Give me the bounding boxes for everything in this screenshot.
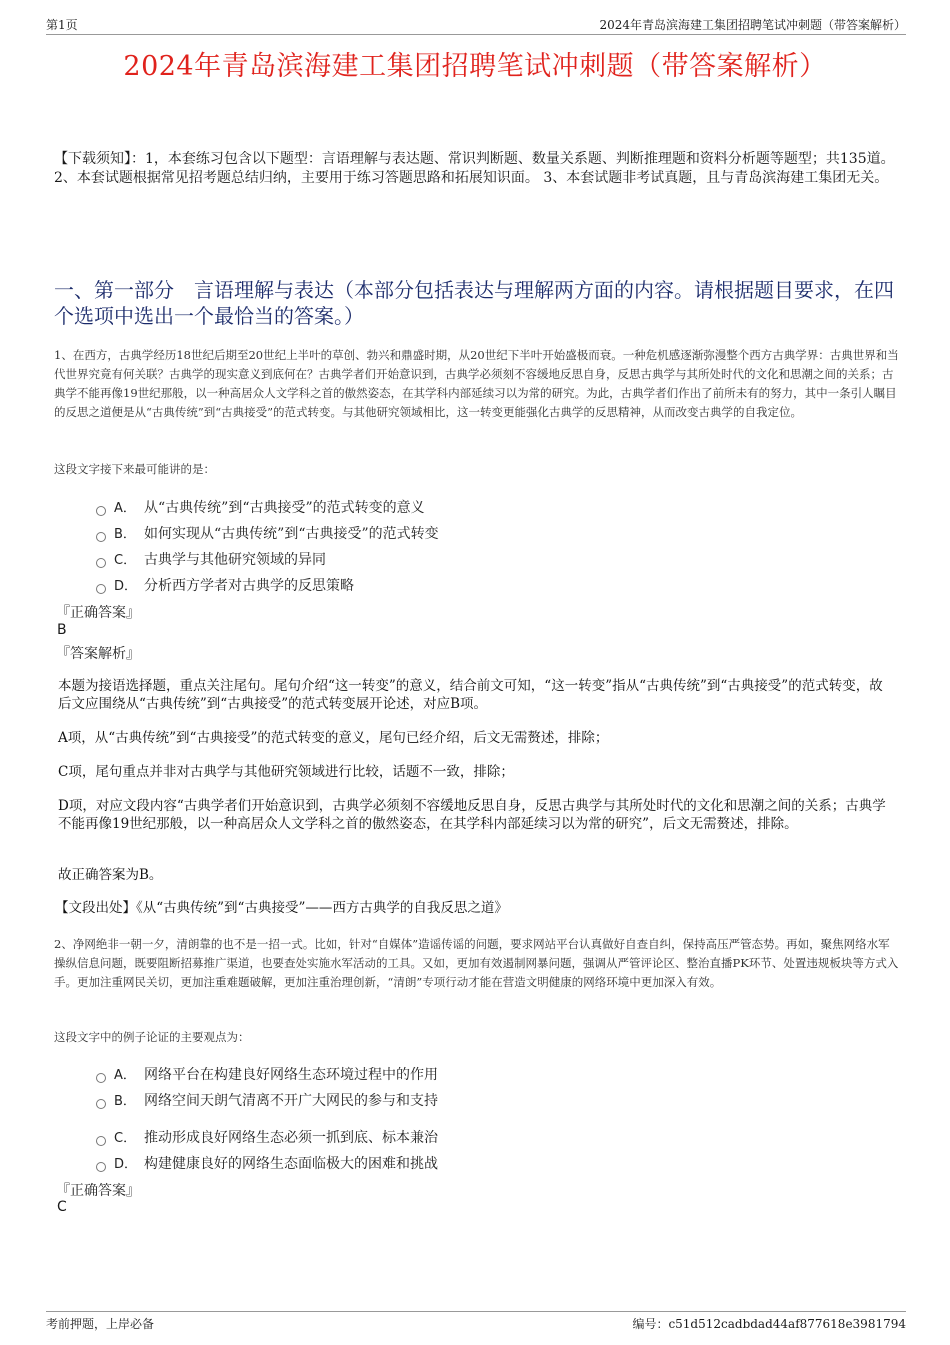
radio-icon[interactable]: [96, 532, 106, 542]
q1-analysis-d: D项，对应文段内容“古典学者们开始意识到，古典学必须刻不容缓地反思自身，反思古典学与其所处时代的文化和思潮之间的关系；古典学不能再像19世纪那般，以一种高居众人文学科之首的傲然姿态，在其学科内部延续习以为常的研究”，后文无需赘述，排除。: [58, 798, 886, 832]
q1-question: 这段文字接下来最可能讲的是：: [54, 462, 215, 476]
page-number: 第1页: [46, 18, 78, 32]
q1-option-d[interactable]: D． 分析西方学者对古典学的反思策略: [96, 575, 354, 595]
page-header: [46, 14, 906, 35]
q2-option-a[interactable]: A． 网络平台在构建良好网络生态环境过程中的作用: [96, 1064, 438, 1084]
q1-answer: B: [57, 622, 67, 638]
q1-stem: 1、在西方，古典学经历18世纪后期至20世纪上半叶的草创、勃兴和鼎盛时期，从20世纪下半叶开始盛极而衰。一种危机感逐渐弥漫整个西方古典学界：古典世界和当代世界究竟有何关联？古典学的现实意义到底何在？古典学者们开始意识到，古典学必须刻不容缓地反思自身，反思古典学与其所处时代的文化和思潮之间的关系；古典学不能再像19世纪那般，以一种高居众人文学科之首的傲然姿态，在其学科内部延续习以为常的研究。为此，古典学者们作出了前所未有的努力，其中一条引人瞩目的反思之道便是从“古典传统”到“古典接受”的范式转变。与其他研究领域相比，这一转变更能强化古典学的反思精神，从而改变古典学的自我定位。: [54, 348, 899, 419]
radio-icon[interactable]: [96, 584, 106, 594]
q1-analysis-c: C项，尾句重点并非对古典学与其他研究领域进行比较，话题不一致，排除；: [58, 764, 514, 780]
radio-icon[interactable]: [96, 558, 106, 568]
q2-option-b[interactable]: B． 网络空间天朗气清离不开广大网民的参与和支持: [96, 1090, 438, 1110]
radio-icon[interactable]: [96, 506, 106, 516]
q1-analysis-label: 『答案解析』: [56, 646, 140, 662]
radio-icon[interactable]: [96, 1073, 106, 1083]
q1-analysis-conclusion: 故正确答案为B。: [58, 867, 163, 883]
footer-slogan: 考前押题，上岸必备: [46, 1317, 155, 1331]
q1-answer-label: 『正确答案』: [56, 605, 140, 621]
page-title: 2024年青岛滨海建工集团招聘笔试冲刺题（带答案解析）: [123, 51, 827, 82]
q1-option-b[interactable]: B． 如何实现从“古典传统”到“古典接受”的范式转变: [96, 523, 439, 543]
section-heading: 一、第一部分 言语理解与表达（本部分包括表达与理解两方面的内容。请根据题目要求，在四个选项中选出一个最恰当的答案。）: [54, 278, 894, 328]
download-notice: 【下载须知】：1，本套练习包含以下题型：言语理解与表达题、常识判断题、数量关系题、判断推理题和资料分析题等题型；共135道。 2、本套试题根据常见招考题总结归纳，主要用于练习答题思路和拓展知识面。 3、本套试题非考试真题，且与青岛滨海建工集团无关。: [54, 151, 895, 186]
q2-option-c[interactable]: C． 推动形成良好网络生态必须一抓到底、标本兼治: [96, 1127, 438, 1147]
q1-source: 【文段出处】《从“古典传统”到“古典接受”——西方古典学的自我反思之道》: [55, 900, 508, 916]
q2-answer: C: [57, 1199, 67, 1215]
page-footer: [46, 1311, 906, 1331]
q1-analysis-a: A项，从“古典传统”到“古典接受”的范式转变的意义，尾句已经介绍，后文无需赘述，排除；: [58, 730, 609, 746]
header-doc-title: 2024年青岛滨海建工集团招聘笔试冲刺题（带答案解析）: [599, 18, 906, 32]
q1-option-c[interactable]: C． 古典学与其他研究领域的异同: [96, 549, 326, 569]
radio-icon[interactable]: [96, 1099, 106, 1109]
q2-question: 这段文字中的例子论证的主要观点为：: [54, 1030, 250, 1044]
q2-answer-label: 『正确答案』: [56, 1183, 140, 1199]
q1-option-a[interactable]: A． 从“古典传统”到“古典接受”的范式转变的意义: [96, 497, 425, 517]
radio-icon[interactable]: [96, 1162, 106, 1172]
radio-icon[interactable]: [96, 1136, 106, 1146]
q2-option-d[interactable]: D． 构建健康良好的网络生态面临极大的困难和挑战: [96, 1153, 438, 1173]
footer-code: 编号：c51d512cadbdad44af877618e3981794: [632, 1317, 906, 1331]
q2-stem: 2、净网绝非一朝一夕，清朗靠的也不是一招一式。比如，针对“自媒体”造谣传谣的问题，要求网站平台认真做好自查自纠，保持高压严管态势。再如，聚焦网络水军操纵信息问题，既要阻断招募推广渠道，也要查处实施水军活动的工具。又如，更加有效遏制网暴问题，强调从严管评论区、整治直播PK环节、处置违规板块等方式入手。更加注重网民关切，更加注重难题破解，更加注重治理创新，“清朗”专项行动才能在营造文明健康的网络环境中更加深入有效。: [54, 937, 899, 989]
q1-analysis-main: 本题为接语选择题，重点关注尾句。尾句介绍“这一转变”的意义，结合前文可知，“这一转变”指从“古典传统”到“古典接受”的范式转变，故后文应围绕从“古典传统”到“古典接受”的范式转变展开论述，对应B项。: [58, 678, 883, 712]
